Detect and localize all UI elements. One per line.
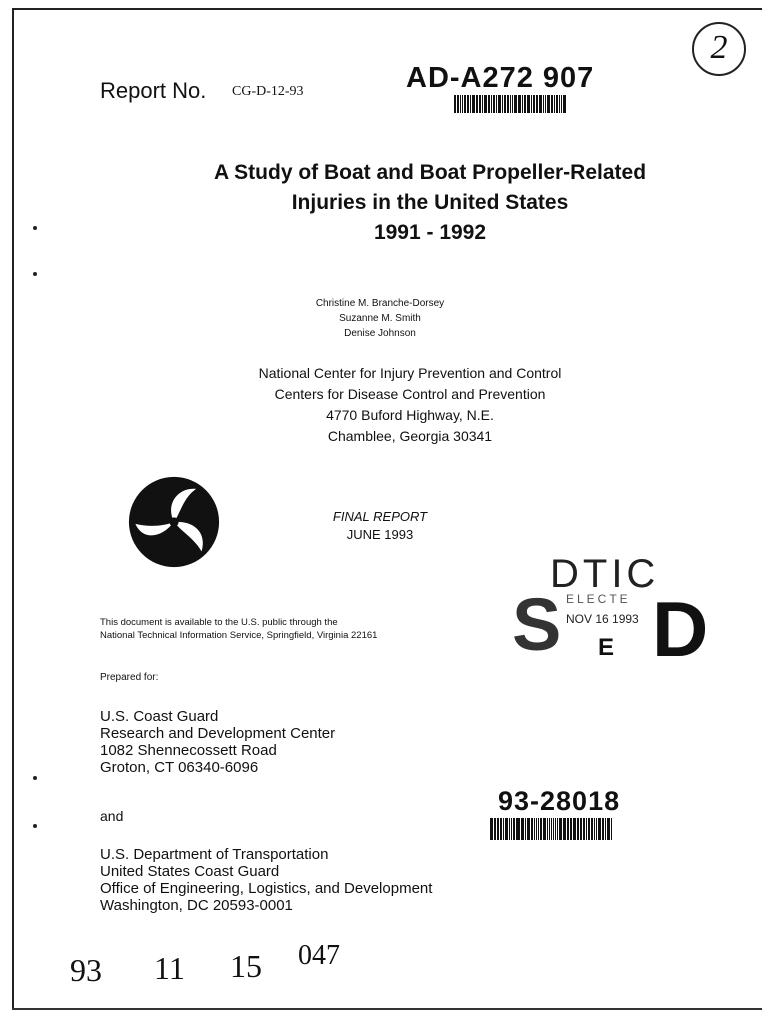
address-line: Research and Development Center <box>100 725 336 742</box>
barcode-bar <box>554 95 555 113</box>
barcode-bar <box>611 818 612 840</box>
barcode-bar <box>462 95 463 113</box>
organization-line: 4770 Buford Highway, N.E. <box>326 407 494 423</box>
page-border-bottom <box>12 1008 762 1010</box>
serial-number: 93 <box>70 952 102 988</box>
barcode-bar <box>479 95 481 113</box>
barcode-bar <box>527 95 530 113</box>
barcode-bar <box>539 95 542 113</box>
barcode-bar <box>580 818 582 840</box>
address-line: Groton, CT 06340-6096 <box>100 759 259 776</box>
barcode-bar <box>491 95 492 113</box>
barcode-bar <box>538 818 539 840</box>
barcode-bar <box>583 818 585 840</box>
barcode-bar <box>570 818 573 840</box>
barcode-bar <box>549 818 550 840</box>
serial-number: 15 <box>230 948 262 984</box>
barcode-bar <box>490 818 493 840</box>
barcode-bar <box>557 818 558 840</box>
margin-dot <box>33 824 37 828</box>
barcode-bar <box>577 818 579 840</box>
barcode-bar <box>484 95 487 113</box>
ad-barcode <box>454 95 580 113</box>
final-report-label: FINAL REPORT <box>332 509 428 524</box>
barcode-bar <box>588 818 590 840</box>
barcode-bar <box>505 818 508 840</box>
serial-number: 047 <box>298 940 340 971</box>
barcode-bar <box>503 818 504 840</box>
barcode-bar <box>605 818 606 840</box>
barcode-bar <box>516 818 517 840</box>
barcode-bar <box>531 95 532 113</box>
address-line: Office of Engineering, Logistics, and Development <box>100 880 433 897</box>
barcode-bar <box>553 818 555 840</box>
title-line-2: Injuries in the United States <box>291 191 569 214</box>
document-title <box>120 158 740 248</box>
barcode-bar <box>521 818 524 840</box>
barcode-bar <box>527 818 530 840</box>
barcode-bar <box>551 95 553 113</box>
and-text: and <box>100 808 124 824</box>
availability-notice <box>100 616 377 642</box>
barcode-bar <box>502 95 503 113</box>
final-report-block <box>300 508 460 544</box>
ad-number: AD-A272 907 <box>406 62 595 94</box>
barcode-bar <box>531 818 534 840</box>
author-name: Denise Johnson <box>344 328 416 339</box>
barcode-bar <box>498 95 501 113</box>
coast-guard-address <box>100 708 335 776</box>
barcode-bar <box>596 818 597 840</box>
barcode-bar <box>464 95 466 113</box>
barcode-bar <box>507 95 509 113</box>
barcode-bar <box>488 95 490 113</box>
barcode-bar <box>525 818 526 840</box>
barcode-bar <box>467 95 469 113</box>
barcode-bar <box>504 95 506 113</box>
title-line-1: A Study of Boat and Boat Propeller-Related <box>213 161 647 184</box>
barcode-bar <box>543 95 544 113</box>
address-line: U.S. Department of Transportation <box>100 846 329 863</box>
barcode-bar <box>591 818 593 840</box>
author-list <box>250 296 510 341</box>
barcode-bar <box>545 95 546 113</box>
dtic-stamp-electe: ELECTE <box>566 592 631 606</box>
barcode-bar <box>536 818 537 840</box>
barcode-bar <box>586 818 588 840</box>
report-label: Report No. <box>100 78 207 103</box>
barcode-bar <box>547 818 548 840</box>
address-line: United States Coast Guard <box>100 863 280 880</box>
dot-logo-icon <box>128 476 220 568</box>
barcode-bar <box>513 818 515 840</box>
dtic-stamp-e: E <box>598 634 615 661</box>
barcode-bar <box>454 95 456 113</box>
barcode-bar <box>512 95 513 113</box>
report-number: CG-D-12-93 <box>232 84 304 99</box>
barcode-bar <box>561 95 562 113</box>
barcode-bar <box>514 95 517 113</box>
barcode-bar <box>559 818 562 840</box>
barcode-bar <box>517 818 520 840</box>
barcode-bar <box>470 95 471 113</box>
final-report-date: JUNE 1993 <box>346 527 414 542</box>
margin-dot <box>33 226 37 230</box>
barcode-bar <box>536 95 538 113</box>
author-name: Suzanne M. Smith <box>339 313 421 324</box>
barcode-bar <box>559 95 560 113</box>
barcode-bar <box>547 95 550 113</box>
address-line: U.S. Coast Guard <box>100 708 219 725</box>
barcode-bar <box>598 818 601 840</box>
availability-line: National Technical Information Service, Springfield, Virginia 22161 <box>100 630 378 641</box>
barcode-bar <box>509 818 510 840</box>
barcode-bar <box>573 818 576 840</box>
organization-block <box>200 363 620 447</box>
title-years: 1991 - 1992 <box>373 221 487 244</box>
author-name: Christine M. Branche-Dorsey <box>315 298 445 309</box>
bottom-serial-numbers <box>70 940 410 996</box>
barcode-bar <box>551 818 552 840</box>
barcode-bar <box>511 818 512 840</box>
barcode-bar <box>510 95 511 113</box>
serial-number: 11 <box>154 950 185 986</box>
barcode-bar <box>556 95 558 113</box>
barcode-bar <box>555 818 556 840</box>
dtic-stamp-word: DTIC <box>550 552 660 596</box>
barcode-bar <box>460 95 461 113</box>
barcode-bar <box>482 95 483 113</box>
dtic-stamp-s: S <box>512 583 562 666</box>
barcode-bar <box>496 95 497 113</box>
barcode-bar <box>472 95 475 113</box>
barcode-bar <box>494 818 496 840</box>
address-line: Washington, DC 20593-0001 <box>100 897 293 914</box>
margin-dot <box>33 776 37 780</box>
barcode-bar <box>534 818 535 840</box>
barcode-bar <box>540 818 542 840</box>
margin-dot <box>33 272 37 276</box>
circled-number-mark: 2 <box>692 22 746 76</box>
dot-address <box>100 846 432 914</box>
barcode-bar <box>567 818 569 840</box>
availability-line: This document is available to the U.S. public through the <box>100 617 338 628</box>
organization-line: Chamblee, Georgia 30341 <box>327 428 493 444</box>
barcode-bar <box>594 818 595 840</box>
barcode-bar <box>522 95 523 113</box>
dtic-stamp <box>512 552 709 692</box>
barcode-bar <box>497 818 500 840</box>
organization-line: Centers for Disease Control and Prevention <box>274 386 546 402</box>
page-border-top <box>12 8 762 10</box>
address-line: 1082 Shennecossett Road <box>100 742 277 759</box>
page-border-left <box>12 8 14 1010</box>
barcode-bar <box>457 95 459 113</box>
prepared-for-label: Prepared for: <box>100 672 159 683</box>
accession-code: 93-28018 <box>498 786 621 816</box>
barcode-bar <box>602 818 605 840</box>
barcode-bar <box>500 818 502 840</box>
accession-barcode <box>490 818 612 840</box>
barcode-bar <box>543 818 546 840</box>
barcode-bar <box>563 95 566 113</box>
barcode-bar <box>524 95 526 113</box>
barcode-bar <box>493 95 495 113</box>
dtic-stamp-d: D <box>652 585 709 673</box>
barcode-bar <box>563 818 566 840</box>
barcode-bar <box>476 95 478 113</box>
organization-line: National Center for Injury Prevention and Control <box>258 365 562 381</box>
barcode-bar <box>533 95 535 113</box>
dtic-stamp-date: NOV 16 1993 <box>566 612 639 626</box>
barcode-bar <box>518 95 521 113</box>
barcode-bar <box>607 818 610 840</box>
